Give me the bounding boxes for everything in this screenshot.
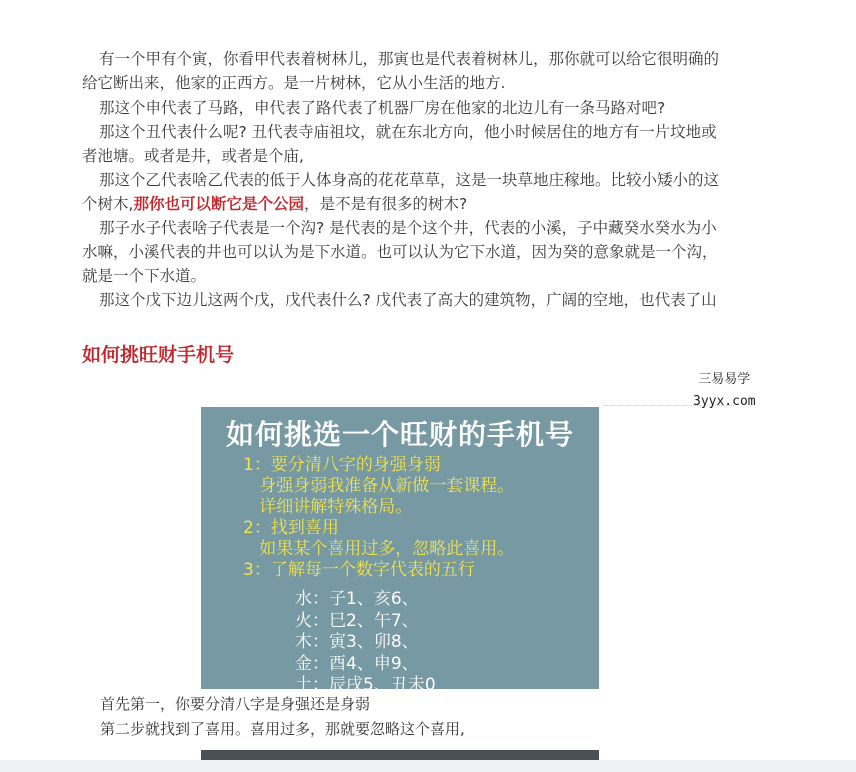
paragraph-shen: 那这个申代表了马路，申代表了路代表了机器厂房在他家的北边儿有一条马路对吧? [99,99,666,117]
paragraph-yi-text: 那这个乙代表啥乙代表的低于人体身高的花花草草，这是一块草地庄稼地。比较小矮小的这个树木, [82,171,720,213]
wuxing-water: 水：子1、亥6、 [295,589,419,609]
panel-steps [243,455,514,581]
panel-step-line: 1：要分清八字的身强身弱 [243,455,441,475]
watermark-url: 3yyx.com [693,394,756,409]
paragraph-yi [82,168,722,216]
wuxing-wood: 木：寅3、卯8、 [295,632,419,652]
paragraph-chou: 那这个丑代表什么呢? 丑代表寺庙祖坟，就在东北方向，他小时候居住的地方有一片坟地或者池塘。或者是井，或者是个庙, [82,123,717,165]
wuxing-metal: 金：酉4、申9、 [295,653,419,674]
wuxing-list [295,589,436,697]
wuxing-earth: 土：辰戌5、丑未0 [295,675,436,695]
panel-step-line: 3：了解每一个数字代表的五行 [243,560,475,580]
wuxing-fire: 火：巳2、午7、 [295,610,419,631]
paragraph-jia-yin: 有一个甲有个寅，你看甲代表着树林儿，那寅也是代表着树林儿，那你就可以给它很明确的给它断出来，他家的正西方。是一片树林，它从小生活的地方. [82,50,720,92]
step-one-text: 首先第一，你要分清八字是身强还是身弱 [100,695,371,713]
panel-step-line: 身强身弱我准备从新做一套课程。 [243,476,515,496]
panel-step-line: 2：找到喜用 [243,518,339,538]
step-two-text: 第二步就找到了喜用。喜用过多，那就要忽略这个喜用, [100,720,465,738]
phone-number-panel [201,407,599,695]
highlight-park: 那你也可以断它是个公园 [133,195,304,213]
panel-step-line: 详细讲解特殊格局。 [243,497,413,517]
watermark-name: 三易易学 [698,372,751,387]
footer-bar [0,760,856,772]
paragraph-zi: 那子水子代表啥子代表是一个沟? 是代表的是个这个井，代表的小溪，子中藏癸水癸水为小水嘛，小溪代表的井也可以认为是下水道。也可以认为它下水道，因为癸的意象就是一个沟，就是一个下水道。 [82,219,718,285]
panel-step-line: 如果某个喜用过多，忽略此喜用。 [243,539,515,559]
highlight-after: ，是不是有很多的树木? [303,195,468,213]
panel-title: 如何挑选一个旺财的手机号 [225,418,574,451]
watermark-divider [604,405,734,412]
paragraph-wu: 那这个戊下边儿这两个戊，戊代表什么? 戊代表了高大的建筑物，广阔的空地，也代表了山 [99,291,717,309]
section-heading: 如何挑旺财手机号 [82,344,235,366]
